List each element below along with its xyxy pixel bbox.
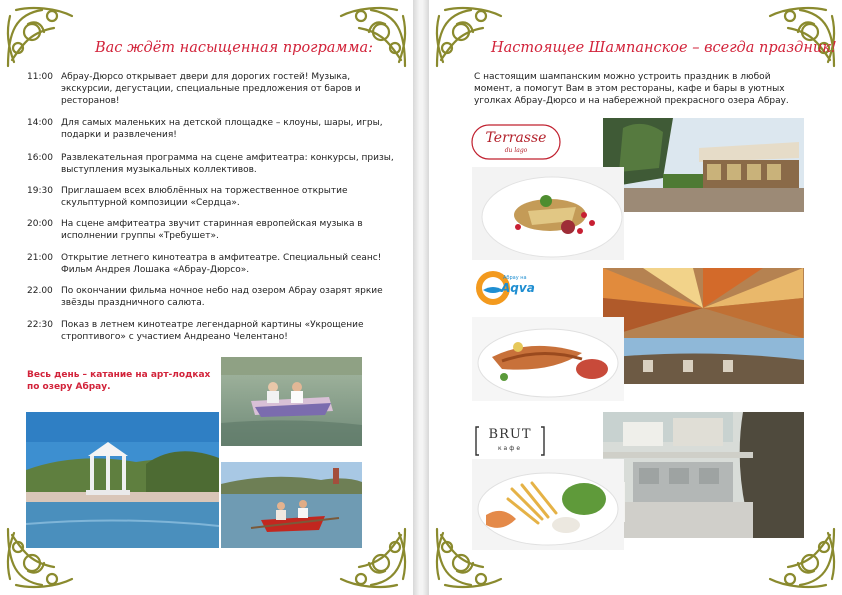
schedule-time: 11:00 — [27, 72, 53, 82]
schedule-time: 14:00 — [27, 118, 53, 128]
logo-brut-text: BRUT — [488, 427, 532, 442]
logo-aqva — [475, 268, 541, 308]
ornament-corner-top-left — [2, 2, 78, 72]
schedule-time: 22:30 — [27, 320, 53, 330]
logo-terrasse — [471, 124, 561, 160]
schedule-text: Показ в летнем кинотеатре легендарной картины «Укрощение строптивого» с участием Андреано Челентано! — [61, 320, 364, 342]
logo-aqva-sub: Абрау на — [503, 275, 527, 281]
intro-text: С настоящим шампанским можно устроить праздник в любой момент, а помогут Вам в этом рестораны, кафе и бары в уютных уголках Абрау-Дюрсо и на набережной прекрасного озера Абрау. — [474, 72, 789, 106]
schedule-text: По окончании фильма ночное небо над озером Абрау озарят яркие звёзды праздничного салюта. — [61, 286, 383, 308]
right-page — [429, 0, 842, 595]
photo-gazebo-lake — [26, 412, 219, 548]
ornament-corner-top-left — [431, 2, 507, 72]
logo-brut — [475, 425, 545, 457]
boat-ride-note: Весь день – катание на арт-лодках по озеру Абрау. — [27, 370, 211, 392]
photo-terrasse-dish — [472, 167, 624, 260]
logo-terrasse-text: Terrasse — [485, 130, 547, 146]
champagne-heading: Настоящее Шампанское – всегда праздник! — [491, 40, 837, 56]
schedule-time: 19:30 — [27, 186, 53, 196]
photo-brut-dish — [472, 459, 624, 550]
logo-aqva-text: Aqva — [501, 281, 535, 295]
logo-terrasse-sub: du lago — [504, 147, 528, 154]
page-gutter — [413, 0, 429, 595]
photo-brut-terrace — [603, 412, 804, 538]
schedule-text: Открытие летнего кинотеатра в амфитеатре. Специальный сеанс! Фильм Андрея Лошака «Абрау-Дюрсо». — [61, 253, 382, 275]
schedule-text: Для самых маленьких на детской площадке – клоуны, шары, игры, подарки и развлечения! — [61, 118, 383, 140]
schedule-time: 16:00 — [27, 153, 53, 163]
ornament-corner-top-right — [764, 2, 840, 72]
photo-aqva-shrimp — [472, 317, 624, 401]
ornament-corner-top-right — [335, 2, 411, 72]
photo-terrasse-exterior — [603, 118, 804, 212]
photo-art-boat-couple — [221, 357, 362, 446]
photo-rowing-boat — [221, 462, 362, 548]
schedule-text: На сцене амфитеатра звучит старинная европейская музыка в исполнении группы «Требушет». — [61, 219, 363, 241]
schedule-text: Приглашаем всех влюблённых на торжественное открытие скульптурной композиции «Сердца». — [61, 186, 348, 208]
program-heading: Вас ждёт насыщенная программа: — [95, 40, 373, 56]
logo-brut-sub: кафе — [497, 445, 523, 452]
photo-aqva-tent — [603, 268, 804, 384]
schedule-time: 21:00 — [27, 253, 53, 263]
schedule-text: Развлекательная программа на сцене амфитеатра: конкурсы, призы, выступления музыкальных коллективов. — [61, 153, 394, 175]
schedule-text: Абрау-Дюрсо открывает двери для дорогих гостей! Музыка, экскурсии, дегустации, специальные предложения от баров и ресторанов! — [61, 72, 361, 106]
left-page — [0, 0, 413, 595]
schedule-time: 22.00 — [27, 286, 53, 296]
schedule-time: 20:00 — [27, 219, 53, 229]
